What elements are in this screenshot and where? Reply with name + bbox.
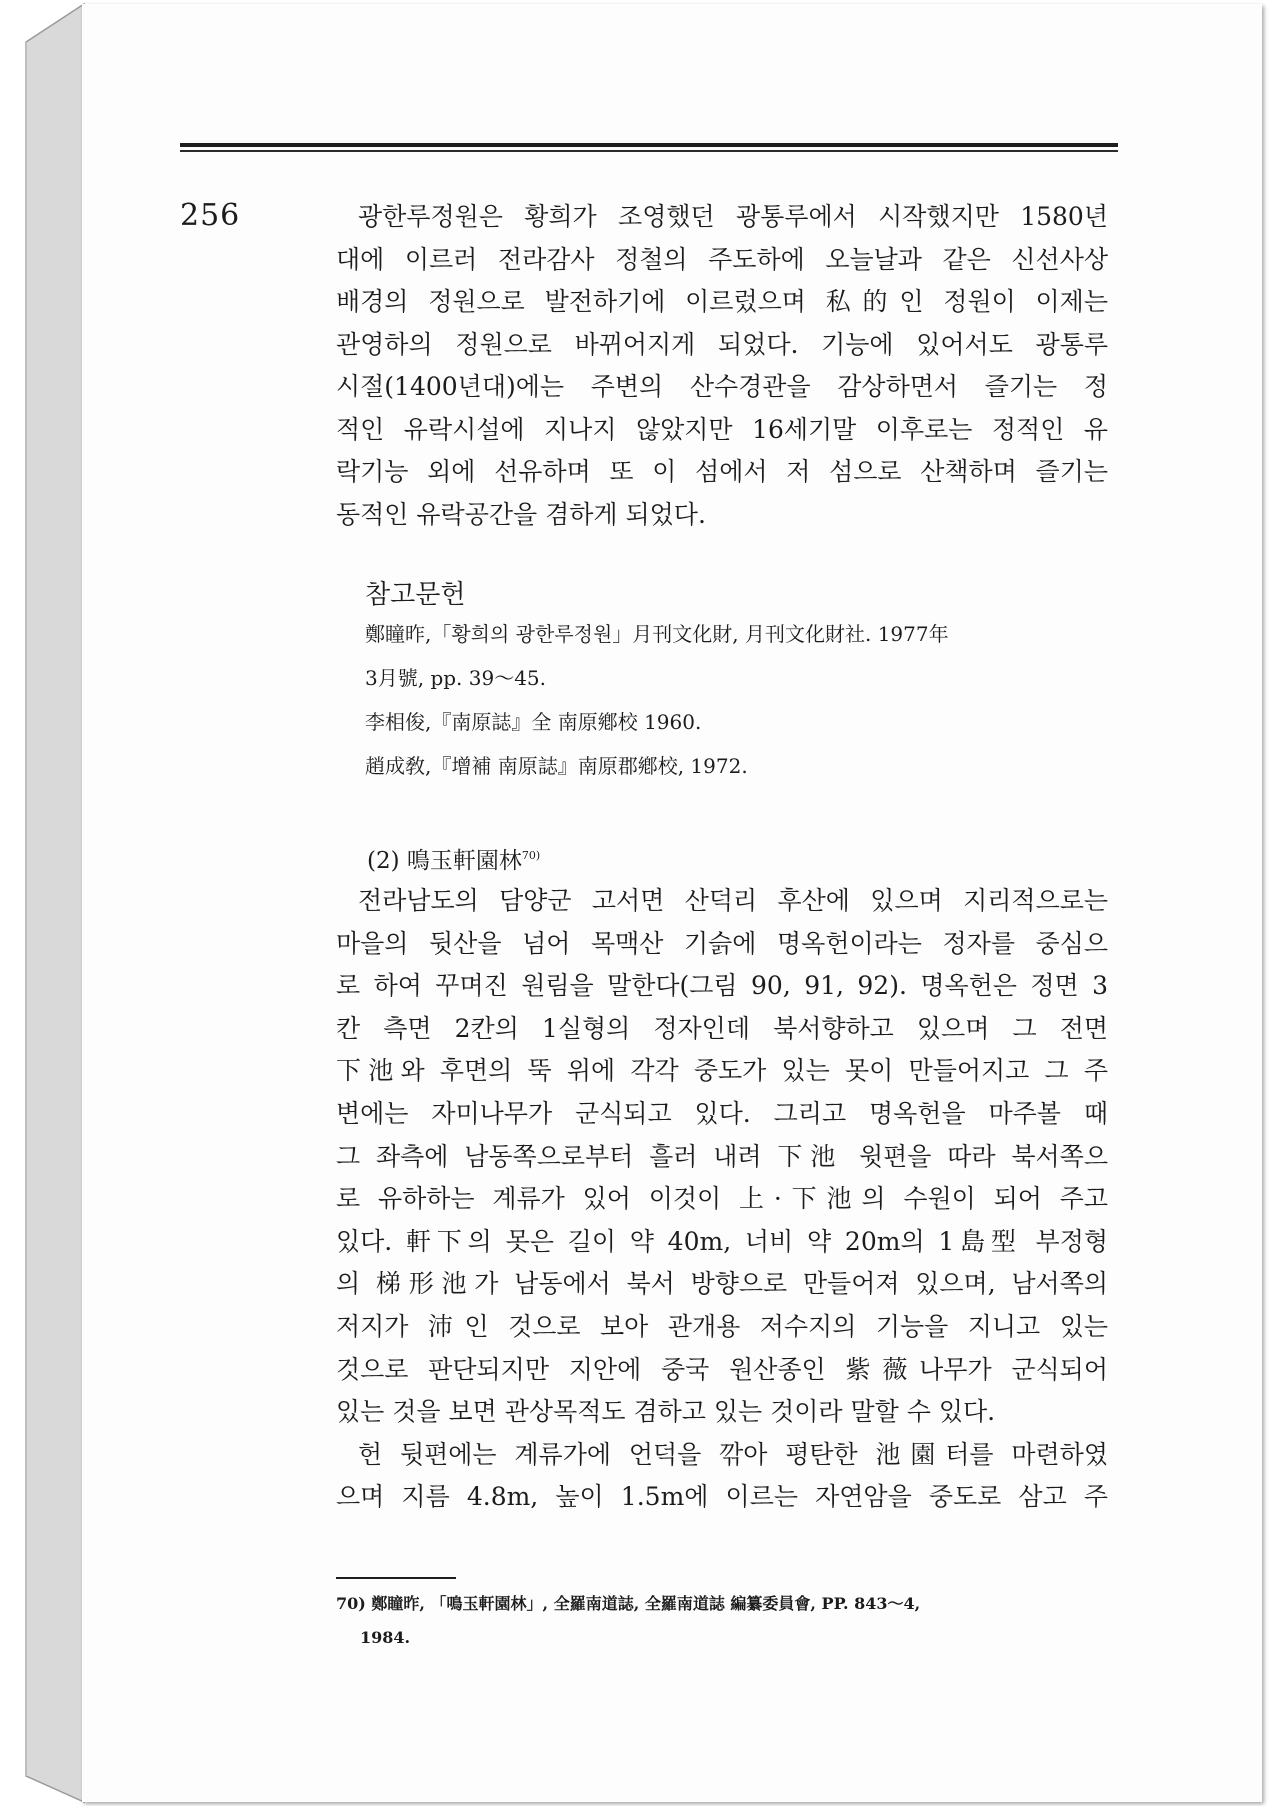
text-line: 로 유하하는 계류가 있어 이것이 上·下池의 수원이 되어 주고: [336, 1184, 1108, 1214]
text-line: 로 하여 꾸며진 원림을 말한다(그림 90, 91, 92). 명옥헌은 정면 3: [336, 971, 1108, 1001]
paragraph-gwanghallu: [336, 196, 1108, 536]
text-line: 그 좌측에 남동쪽으로부터 흘러 내려 下池 윗편을 따라 북서쪽으: [336, 1141, 1108, 1171]
references-list: [365, 618, 1125, 794]
text-line: 적인 유락시설에 지나지 않았지만 16세기말 이후로는 정적인 유: [336, 414, 1108, 444]
footnote-line: 70) 鄭瞳昨, 「鳴玉軒園林」, 全羅南道誌, 全羅南道誌 編纂委員會, PP. 843～4,: [336, 1594, 921, 1613]
reference-item: 趙成敎,『增補 南原誌』南原郡鄕校, 1972.: [365, 754, 748, 778]
text-line: 의 梯形池가 남동에서 북서 방향으로 만들어져 있으며, 남서쪽의: [336, 1269, 1108, 1299]
text-line: 마을의 뒷산을 넘어 목맥산 기슭에 명옥헌이라는 정자를 중심으: [336, 928, 1108, 958]
text-line: 있는 것을 보면 관상목적도 겸하고 있는 것이라 말할 수 있다.: [336, 1397, 996, 1427]
section-heading: [367, 842, 540, 875]
text-line: 시절(1400년대)에는 주변의 산수경관을 감상하면서 즐기는 정: [336, 372, 1108, 401]
text-line: 헌 뒷편에는 계류가에 언덕을 깎아 평탄한 池園터를 마련하였: [358, 1439, 1108, 1469]
reference-item: 3月號, pp. 39～45.: [365, 666, 547, 690]
text-line: 저지가 沛인 것으로 보아 관개용 저수지의 기능을 지니고 있는: [336, 1311, 1108, 1341]
footnote: [336, 1587, 1116, 1655]
text-line: 동적인 유락공간을 겸하게 되었다.: [336, 499, 706, 529]
reference-item: 李相俊,『南原誌』全 南原鄕校 1960.: [365, 710, 702, 734]
text-line: 있다. 軒下의 못은 길이 약 40m, 너비 약 20m의 1島型 부정형: [336, 1226, 1108, 1256]
text-line: 것으로 판단되지만 지안에 중국 원산종인 紫薇나무가 군식되어: [336, 1354, 1108, 1384]
references-title: 참고문헌: [365, 580, 466, 610]
text-line: 관영하의 정원으로 바뀌어지게 되었다. 기능에 있어서도 광통루: [336, 329, 1108, 359]
text-line: 락기능 외에 선유하며 또 이 섬에서 저 섬으로 산책하며 즐기는: [336, 457, 1108, 486]
text-line: 광한루정원은 황희가 조영했던 광통루에서 시작했지만 1580년: [358, 202, 1108, 231]
text-line: 전라남도의 담양군 고서면 산덕리 후산에 있으며 지리적으로는: [358, 886, 1108, 915]
text-line: 대에 이르러 전라감사 정철의 주도하에 오늘날과 같은 신선사상: [336, 244, 1108, 274]
text-line: 칸 측면 2칸의 1실형의 정자인데 북서향하고 있으며 그 전면: [336, 1013, 1108, 1043]
reference-item: 鄭瞳昨,「황희의 광한루정원」月刊文化財, 月刊文化財社. 1977年: [365, 622, 949, 646]
text-line: 배경의 정원으로 발전하기에 이르렀으며 私的인 정원이 이제는: [336, 287, 1108, 316]
text-line: 으며 지름 4.8m, 높이 1.5m에 이르는 자연암을 중도로 삼고 주: [336, 1482, 1108, 1512]
footnote-line: 1984.: [360, 1628, 411, 1647]
section-heading-text: (2) 鳴玉軒園林: [367, 848, 522, 874]
header-rule: [180, 143, 1118, 152]
paragraph-myeongokheon: [336, 880, 1108, 1519]
page-number: 256: [180, 198, 241, 233]
text-line: 下池와 후면의 뚝 위에 각각 중도가 있는 못이 만들어지고 그 주: [336, 1056, 1108, 1086]
text-line: 변에는 자미나무가 군식되고 있다. 그리고 명옥헌을 마주볼 때: [336, 1098, 1108, 1128]
footnote-marker: 70): [521, 849, 541, 862]
footnote-rule: [336, 1577, 456, 1579]
